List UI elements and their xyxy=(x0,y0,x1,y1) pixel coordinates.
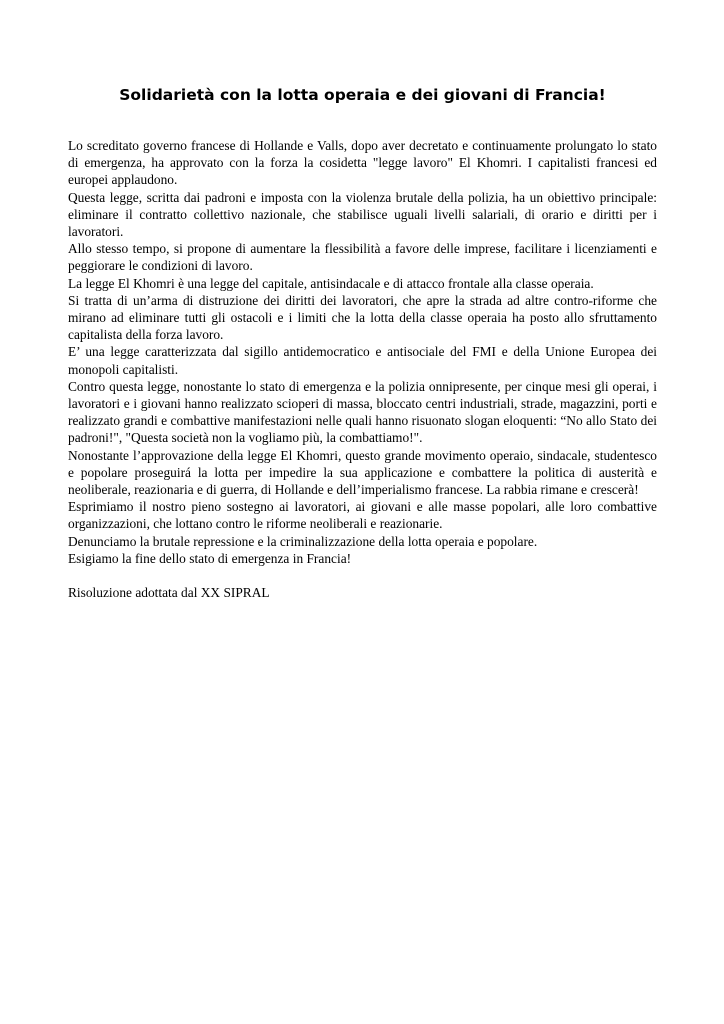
paragraph-5: Si tratta di un’arma di distruzione dei diritti dei lavoratori, che apre la strada ad altre contro-riforme che mirano ad eliminare tutti gli ostacoli e i limiti che la lotta della classe operaia ha posto allo sfruttamento capitalista della forza lavoro. xyxy=(68,292,657,343)
document-body xyxy=(68,137,657,567)
document-title: Solidarietà con la lotta operaia e dei giovani di Francia! xyxy=(119,86,606,104)
paragraph-1: Lo screditato governo francese di Hollande e Valls, dopo aver decretato e continuamente prolungato lo stato di emergenza, ha approvato con la forza la cosidetta "legge lavoro" El Khomri. I capitalisti francesi ed europei applaudono. xyxy=(68,138,657,188)
paragraph-7: Contro questa legge, nonostante lo stato di emergenza e la polizia onnipresente, per cinque mesi gli operai, i lavoratori e i giovani hanno realizzato scioperi di massa, bloccato centri industriali, strade, magazzini, porti e realizzato grandi e combattive manifestazioni nelle quali hanno risuonato slogan eloquenti: “No allo Stato dei padroni!", "Questa società non la vogliamo più, la combattiamo!". xyxy=(68,378,657,446)
document-page xyxy=(68,86,657,601)
paragraph-10: Denunciamo la brutale repressione e la criminalizzazione della lotta operaia e popolare. xyxy=(68,533,538,549)
signature: Risoluzione adottata dal XX SIPRAL xyxy=(68,585,270,601)
paragraph-4: La legge El Khomri è una legge del capitale, antisindacale e di attacco frontale alla classe operaia. xyxy=(68,275,594,291)
paragraph-8: Nonostante l’approvazione della legge El Khomri, questo grande movimento operaio, sindacale, studentesco e popolare proseguirá la lotta per impedire la sua applicazione e combattere la politica di austerità e neoliberale, reazionaria e di guerra, di Hollande e dell’imperialismo francese. La rabbia rimane e crescerà! xyxy=(68,447,657,498)
paragraph-11: Esigiamo la fine dello stato di emergenza in Francia! xyxy=(68,550,352,566)
paragraph-3: Allo stesso tempo, si propone di aumentare la flessibilità a favore delle imprese, facilitare i licenziamenti e peggiorare le condizioni di lavoro. xyxy=(68,241,657,274)
paragraph-2: Questa legge, scritta dai padroni e imposta con la violenza brutale della polizia, ha un obiettivo principale: eliminare il contratto collettivo nazionale, che stabilisce uguali livelli salariali, di orario e diritti per i lavoratori. xyxy=(68,189,657,240)
paragraph-6: E’ una legge caratterizzata dal sigillo antidemocratico e antisociale del FMI e della Unione Europea dei monopoli capitalisti. xyxy=(68,344,657,377)
paragraph-9: Esprimiamo il nostro pieno sostegno ai lavoratori, ai giovani e alle masse popolari, alle loro combattive organizzazioni, che lottano contro le riforme neoliberali e reazionarie. xyxy=(68,499,657,532)
